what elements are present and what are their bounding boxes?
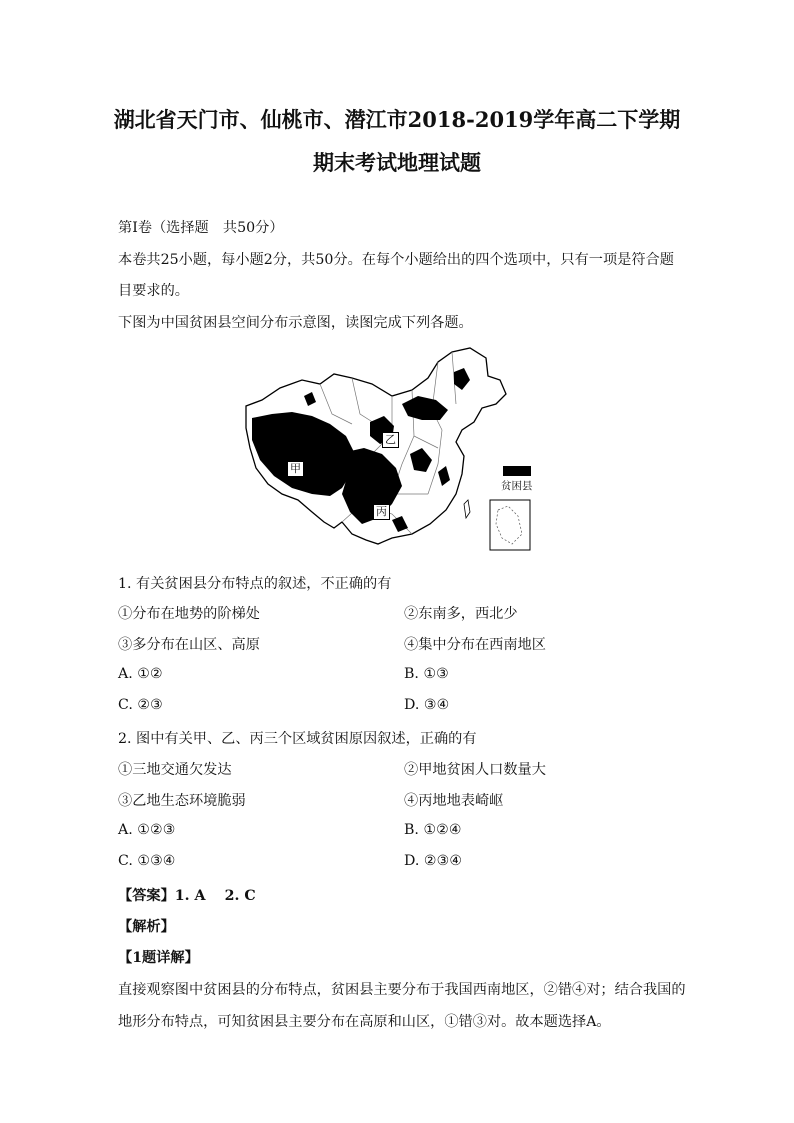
- q1-option-c: C. ②③: [118, 697, 163, 713]
- q2-option-a: A. ①②③: [118, 822, 176, 838]
- q2-statement-3: ③乙地生态环境脆弱: [118, 793, 246, 809]
- intro-line-1: 本卷共25小题，每小题2分，共50分。在每个小题给出的四个选项中，只有一项是符合题: [118, 252, 674, 268]
- analysis-header: 【解析】: [118, 919, 175, 935]
- q1-option-a: A. ①②: [118, 666, 163, 682]
- q1-option-b: B. ①③: [404, 666, 449, 682]
- map-label-jia: 甲: [287, 461, 304, 477]
- q2-stem: 2. 图中有关甲、乙、丙三个区域贫困原因叙述，正确的有: [118, 731, 477, 747]
- section-header: 第Ⅰ卷（选择题 共50分）: [118, 220, 284, 236]
- q1-statement-1: ①分布在地势的阶梯处: [118, 606, 260, 622]
- detail-line-2: 地形分布特点，可知贫困县主要分布在高原和山区，①错③对。故本题选择A。: [118, 1014, 611, 1030]
- china-map-svg: [242, 344, 542, 554]
- answer-line: 【答案】1. A 2. C: [118, 888, 256, 904]
- china-poverty-map: [242, 344, 542, 554]
- figure-intro: 下图为中国贫困县空间分布示意图，读图完成下列各题。: [118, 315, 473, 331]
- document-title-line1: 湖北省天门市、仙桃市、潜江市2018-2019学年高二下学期: [113, 107, 681, 132]
- q1-statement-3: ③多分布在山区、高原: [118, 637, 260, 653]
- q2-statement-2: ②甲地贫困人口数量大: [404, 762, 546, 778]
- map-label-yi: 乙: [382, 432, 399, 448]
- q2-option-b: B. ①②④: [404, 822, 462, 838]
- intro-line-2: 目要求的。: [118, 283, 189, 299]
- q2-option-d: D. ②③④: [404, 853, 463, 869]
- legend-label: 贫困县: [501, 480, 533, 492]
- q2-statement-1: ①三地交通欠发达: [118, 762, 232, 778]
- q2-statement-4: ④丙地地表崎岖: [404, 793, 504, 809]
- q1-stem: 1. 有关贫困县分布特点的叙述，不正确的有: [118, 576, 392, 592]
- q2-option-c: C. ①③④: [118, 853, 176, 869]
- q1-statement-2: ②东南多，西北少: [404, 606, 518, 622]
- document-title-line2: 期末考试地理试题: [313, 150, 481, 175]
- q1-statement-4: ④集中分布在西南地区: [404, 637, 546, 653]
- q1-option-d: D. ③④: [404, 697, 450, 713]
- detail-header: 【1题详解】: [118, 950, 199, 966]
- legend-swatch: [503, 466, 531, 476]
- detail-line-1: 直接观察图中贫困县的分布特点，贫困县主要分布于我国西南地区，②错④对；结合我国的: [118, 982, 686, 998]
- south-sea-inset: [490, 500, 530, 550]
- map-label-bing: 丙: [373, 504, 390, 520]
- taiwan-island: [464, 500, 470, 518]
